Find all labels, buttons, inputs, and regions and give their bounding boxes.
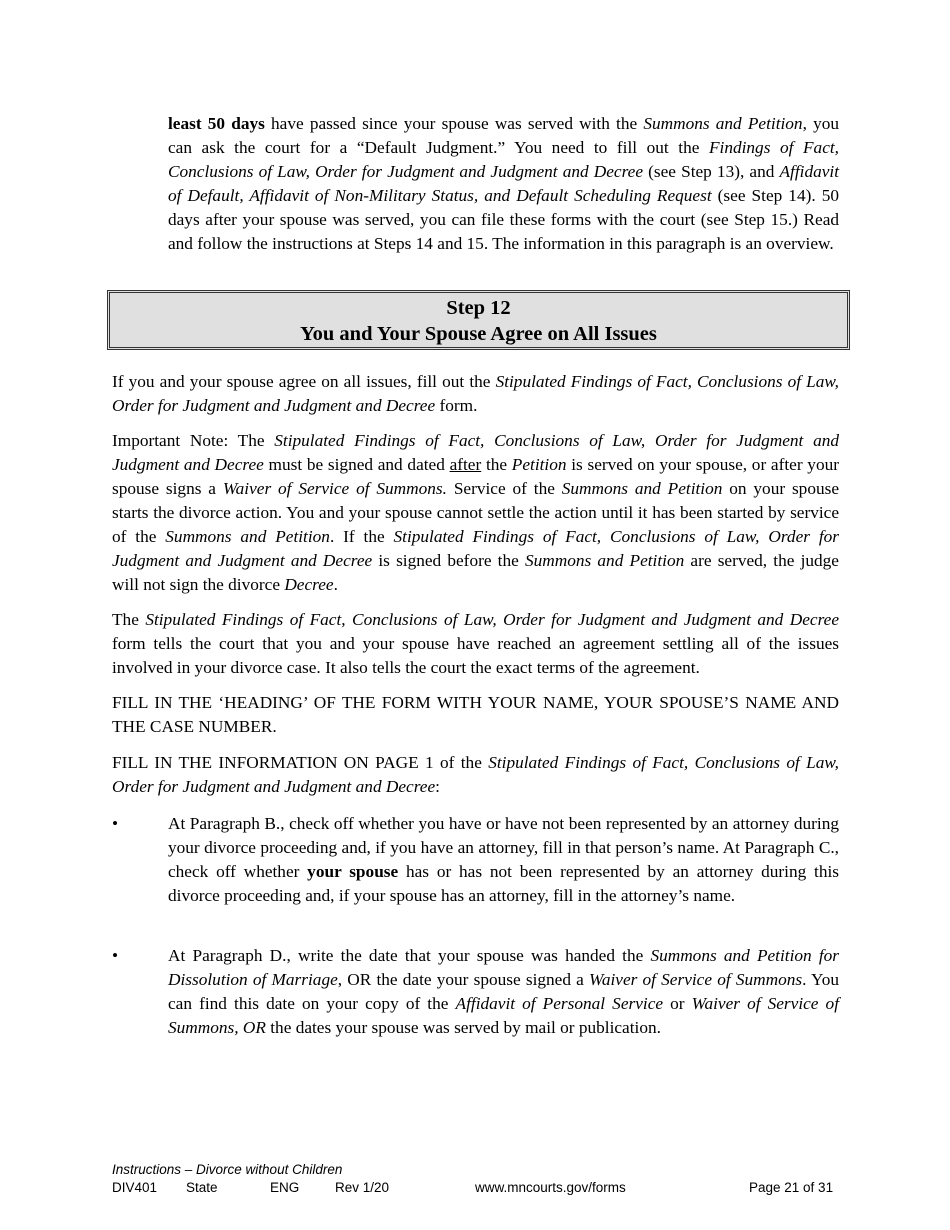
- agree-all-issues-paragraph: [112, 370, 839, 418]
- form-title-italic: Findings of Fact, Conclusions of Law, Order for Judgment and Judgment and Decree: [168, 138, 839, 181]
- step-heading-box: [107, 290, 850, 350]
- form-title-italic: Stipulated Findings of Fact, Conclusions of Law, Order for Judgment and Judgment and Decree: [112, 753, 839, 796]
- form-title-italic: Summons and Petition: [561, 479, 723, 498]
- form-title-italic: Summons and Petition: [524, 551, 685, 570]
- footer-page-number: Page 21 of 31: [749, 1180, 834, 1195]
- text-run: form.: [435, 396, 478, 415]
- text-run: , you can ask the court for a “Default Judgment.” You need to fill out the: [168, 114, 839, 157]
- bullet-paragraph-b-c: [168, 812, 839, 908]
- emphasis-underline: after: [449, 455, 482, 474]
- form-title-italic: Stipulated Findings of Fact, Conclusions of Law, Order for Judgment and Judgment and Decree: [112, 527, 840, 570]
- footer-revision: Rev 1/20: [335, 1180, 390, 1195]
- form-title-italic: Affidavit of Default, Affidavit of Non-Military Status, and Default Scheduling Request: [168, 162, 840, 205]
- bullet-paragraph-d: [168, 944, 839, 1040]
- form-title-italic: Decree: [284, 575, 334, 594]
- text-run: The: [112, 610, 146, 629]
- text-run: is signed before the: [372, 551, 525, 570]
- text-run: are served, the judge will not sign the divorce: [112, 551, 839, 594]
- text-run: . If the: [329, 527, 394, 546]
- form-title-italic: Waiver of Service of Summons: [589, 970, 803, 989]
- text-run: .: [333, 575, 338, 594]
- text-run: or: [663, 994, 692, 1013]
- bullet-marker: •: [112, 814, 119, 833]
- form-title-italic: Affidavit of Personal Service: [455, 994, 664, 1013]
- footer-language: ENG: [270, 1180, 300, 1195]
- text-run: (see Step 14). 50 days after your spouse was served, you can file these forms with the court (see Step 15.) Read and follow the instructions at Steps 14 and 15. The information in this paragraph is an overview.: [168, 186, 839, 253]
- text-run: At Paragraph D., write the date that your spouse was handed the: [168, 946, 651, 965]
- bullet-marker: •: [112, 946, 119, 965]
- text-run: At Paragraph B., check off whether you have or have not been represented by an attorney during your divorce proceeding and, if you have an attorney, fill in that person’s name. At Paragraph C., check off whether: [168, 814, 839, 881]
- form-title-italic: Stipulated Findings of Fact, Conclusions of Law, Order for Judgment and Judgment and Decree: [112, 431, 839, 474]
- form-title-italic: Stipulated Findings of Fact, Conclusions of Law, Order for Judgment and Judgment and Decree: [145, 610, 839, 629]
- text-run: . You can find this date on your copy of the: [168, 970, 839, 1013]
- text-run: the: [481, 455, 512, 474]
- form-title-italic: Waiver of Service of Summons.: [222, 479, 447, 498]
- footer-form-id: DIV401: [112, 1180, 158, 1195]
- form-title-italic: Summons and Petition: [643, 114, 803, 133]
- emphasis-bold: your spouse: [307, 862, 399, 881]
- text-run: Service of the: [446, 479, 562, 498]
- emphasis-bold: least 50 days: [168, 114, 265, 133]
- step-title: You and Your Spouse Agree on All Issues: [300, 323, 657, 345]
- step-number: Step 12: [446, 297, 511, 319]
- form-title-italic: Stipulated Findings of Fact, Conclusions of Law, Order for Judgment and Judgment and Decree: [112, 372, 839, 415]
- text-run: If you and your spouse agree on all issues, fill out the: [112, 372, 496, 391]
- text-run: FILL IN THE INFORMATION ON PAGE 1 of the: [112, 753, 489, 772]
- text-run: is served on your spouse, or after your spouse signs a: [112, 455, 839, 498]
- form-title-italic: Summons and Petition for Dissolution of Marriage: [168, 946, 839, 989]
- text-run: :: [435, 777, 440, 796]
- text-run: FILL IN THE ‘HEADING’ OF THE FORM WITH YOUR NAME, YOUR SPOUSE’S NAME AND THE CASE NUMBER.: [112, 693, 839, 736]
- text-run: form tells the court that you and your spouse have reached an agreement settling all of the issues involved in your divorce case. It also tells the court the exact terms of the agreement.: [112, 634, 839, 677]
- text-run: , OR the date your spouse signed a: [337, 970, 590, 989]
- footer-jurisdiction: State: [186, 1180, 218, 1195]
- fill-heading-instruction: [112, 691, 839, 739]
- text-run: on your spouse starts the divorce action. You and your spouse cannot settle the action until it has been started by service of the: [112, 479, 839, 546]
- text-run: has or has not been represented by an attorney during this divorce proceeding and, if your spouse has an attorney, fill in the attorney’s name.: [168, 862, 840, 905]
- form-title-italic: Petition: [511, 455, 567, 474]
- text-run: must be signed and dated: [263, 455, 450, 474]
- text-run: the dates your spouse was served by mail or publication.: [265, 1018, 661, 1037]
- fill-page1-instruction: [112, 751, 839, 799]
- stipulated-findings-paragraph: [112, 608, 839, 680]
- text-run: have passed since your spouse was served with the: [264, 114, 644, 133]
- text-run: Important Note: The: [112, 431, 275, 450]
- default-judgment-paragraph: [168, 112, 839, 256]
- important-note-paragraph: [112, 429, 839, 597]
- text-run: (see Step 13), and: [643, 162, 780, 181]
- footer-title: Instructions – Divorce without Children: [112, 1162, 343, 1177]
- footer-website: www.mncourts.gov/forms: [475, 1180, 626, 1195]
- form-title-italic: Waiver of Service of Summons, OR: [168, 994, 840, 1037]
- form-title-italic: Summons and Petition: [165, 527, 330, 546]
